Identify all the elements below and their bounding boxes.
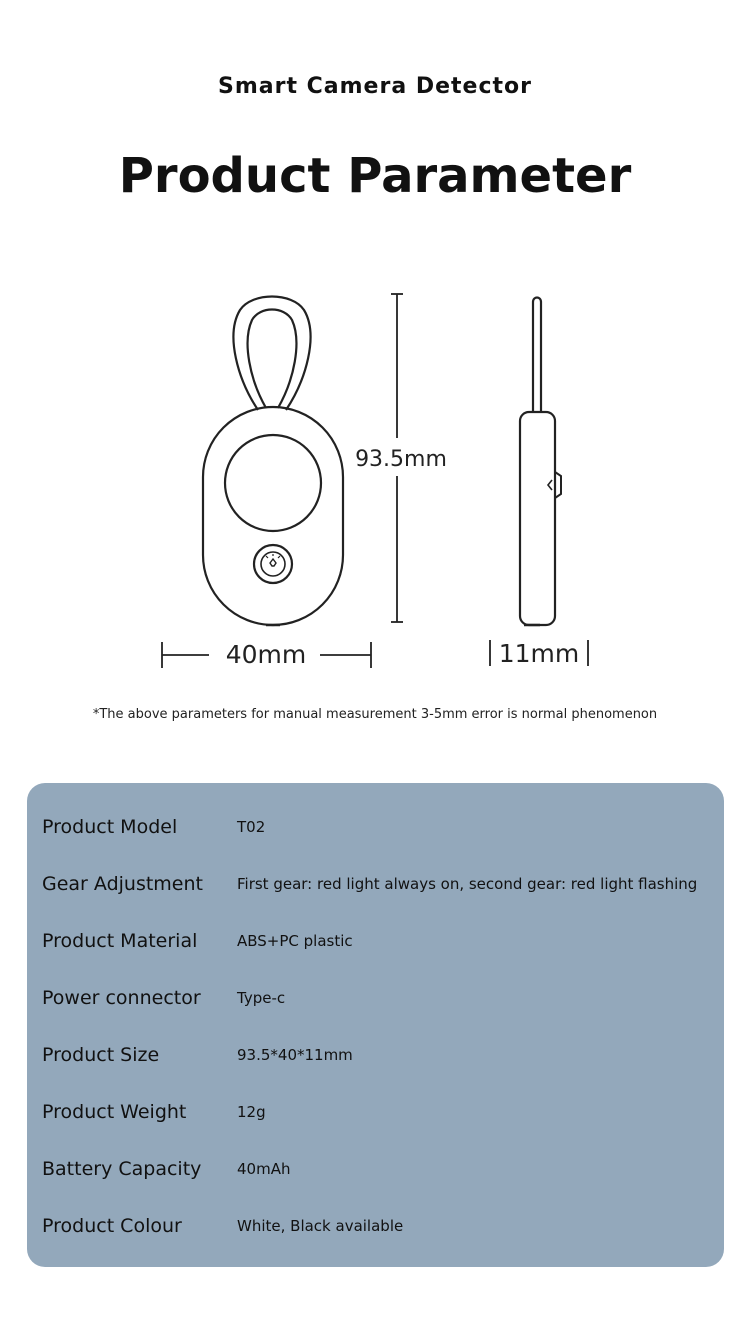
lanyard-loop (233, 297, 310, 411)
spec-row-battery (27, 1141, 724, 1198)
height-label: 93.5mm (355, 447, 447, 472)
spec-table (27, 783, 724, 1267)
spec-value: Type-c (237, 989, 286, 1007)
page-title: Product Parameter (118, 148, 632, 204)
spec-value: 93.5*40*11mm (237, 1046, 353, 1064)
spec-value: ABS+PC plastic (237, 932, 353, 950)
spec-label: Product Model (42, 816, 178, 838)
spec-label: Power connector (42, 987, 201, 1009)
spec-row-size (27, 1027, 724, 1084)
measurement-note: *The above parameters for manual measurement 3-5mm error is normal phenomenon (92, 707, 658, 722)
spec-value: 40mAh (237, 1160, 291, 1178)
spec-label: Product Size (42, 1044, 160, 1066)
device-side-view (520, 298, 561, 626)
light-bulb-icon (270, 559, 276, 566)
spec-value: First gear: red light always on, second gear: red light flashing (237, 875, 698, 893)
spec-label: Product Colour (42, 1215, 182, 1237)
spec-label: Gear Adjustment (42, 873, 203, 895)
spec-label: Battery Capacity (42, 1158, 202, 1180)
spec-row-gear (27, 856, 724, 913)
spec-row-weight (27, 1084, 724, 1141)
dimension-diagram (0, 280, 750, 680)
product-subtitle: Smart Camera Detector (218, 74, 532, 99)
thickness-label: 11mm (498, 639, 580, 668)
spec-value: T02 (237, 818, 266, 836)
spec-value: 12g (237, 1103, 266, 1121)
spec-row-power (27, 970, 724, 1027)
device-front-view (203, 297, 343, 626)
spec-value: White, Black available (237, 1217, 404, 1235)
spec-row-colour (27, 1198, 724, 1255)
width-label: 40mm (225, 640, 307, 669)
spec-row-material (27, 913, 724, 970)
spec-label: Product Weight (42, 1101, 187, 1123)
spec-row-model (27, 799, 724, 856)
device-body (203, 407, 343, 625)
lens-circle (225, 435, 321, 531)
button-outer-ring (254, 545, 292, 583)
spec-label: Product Material (42, 930, 198, 952)
